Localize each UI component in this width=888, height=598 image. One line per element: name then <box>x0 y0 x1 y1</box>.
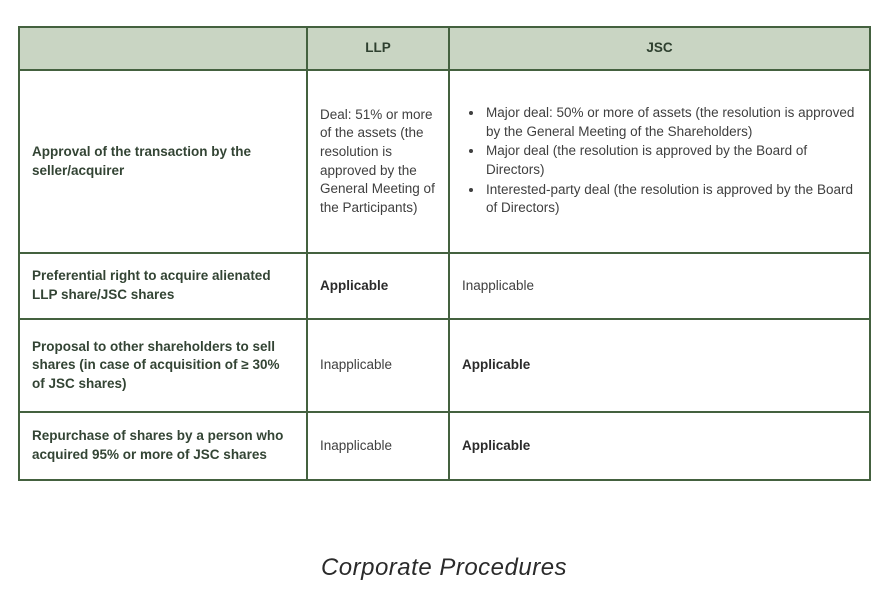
llp-cell-repurchase <box>307 412 449 480</box>
jsc-bullet-item: • Interested-party deal (the resolution is approved by the Board of Directors) <box>484 181 857 218</box>
row-label-approval: Approval of the transaction by the seller/acquirer <box>19 70 307 253</box>
table-row-proposal <box>19 319 870 412</box>
jsc-cell-repurchase <box>449 412 870 480</box>
applicability-value: Applicable <box>462 437 531 453</box>
row-label-proposal: Proposal to other shareholders to sell shares (in case of acquisition of ≥ 30% of JSC shares) <box>19 319 307 412</box>
table-row-repurchase <box>19 412 870 480</box>
header-cell-llp: LLP <box>307 27 449 70</box>
row-label-preferential-right: Preferential right to acquire alienated LLP share/JSC shares <box>19 253 307 319</box>
jsc-bullet-item: • Major deal: 50% or more of assets (the resolution is approved by the General Meeting of the Shareholders) <box>484 104 857 141</box>
header-row <box>19 27 870 70</box>
applicability-value: Inapplicable <box>320 437 393 453</box>
comparison-table <box>18 26 871 481</box>
jsc-cell-approval <box>449 70 870 253</box>
table-row-approval <box>19 70 870 253</box>
jsc-bullet-item: • Major deal (the resolution is approved by the Board of Directors) <box>484 142 857 179</box>
jsc-cell-proposal <box>449 319 870 412</box>
row-label-repurchase: Repurchase of shares by a person who acquired 95% or more of JSC shares <box>19 412 307 480</box>
jsc-cell-preferential-right <box>449 253 870 319</box>
llp-cell-preferential-right <box>307 253 449 319</box>
header-cell-jsc: JSC <box>449 27 870 70</box>
table-caption: Corporate Procedures <box>320 554 568 581</box>
llp-cell-proposal <box>307 319 449 412</box>
applicability-value: Applicable <box>462 357 531 373</box>
applicability-value: Applicable <box>320 277 389 293</box>
header-cell-empty <box>19 27 307 70</box>
applicability-value: Inapplicable <box>462 277 535 293</box>
table-row-preferential-right <box>19 253 870 319</box>
llp-cell-approval: Deal: 51% or more of the assets (the resolution is approved by the General Meeting of the Participants) <box>307 70 449 253</box>
jsc-bullet-list <box>462 104 857 218</box>
applicability-value: Inapplicable <box>320 357 393 373</box>
comparison-table-container <box>18 26 869 481</box>
